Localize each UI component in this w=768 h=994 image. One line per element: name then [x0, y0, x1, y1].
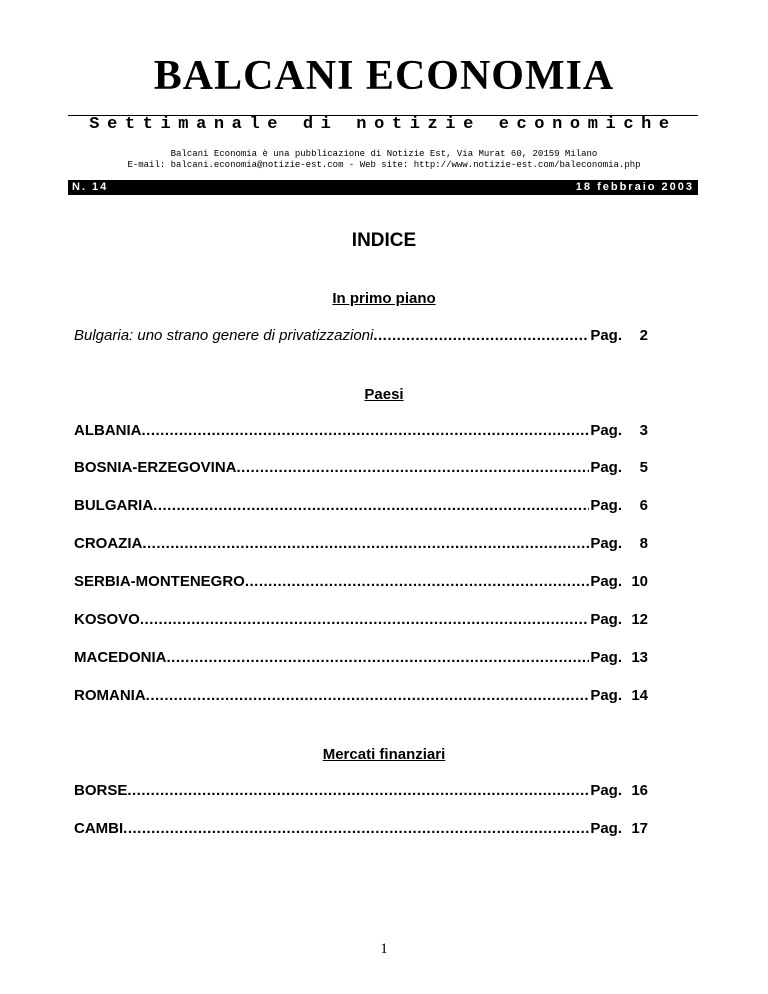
toc-entry-label: KOSOVO: [74, 611, 140, 628]
pag-label: Pag.: [590, 611, 622, 628]
section-heading-mercati-finanziari: Mercati finanziari: [322, 746, 446, 763]
leader-dots: [373, 326, 589, 346]
pag-label: Pag.: [590, 459, 622, 476]
toc-entry[interactable]: [74, 572, 648, 592]
pag-label: Pag.: [590, 649, 622, 666]
toc-entry[interactable]: [74, 686, 648, 706]
leader-dots: [140, 610, 589, 630]
leader-dots: [245, 572, 589, 592]
toc-entry[interactable]: [74, 421, 648, 441]
toc-entry-label: ROMANIA: [74, 687, 146, 704]
leader-dots: [167, 648, 590, 668]
index-title: INDICE: [351, 230, 417, 251]
toc-entry-page: 5: [639, 459, 648, 476]
leader-dots: [123, 819, 589, 839]
toc-entry-page: 13: [631, 649, 648, 666]
pag-label: Pag.: [590, 535, 622, 552]
issue-number: N. 14: [72, 181, 109, 193]
toc-entry-label: Bulgaria: uno strano genere di privatizzazioni: [74, 327, 374, 344]
leader-dots: [153, 496, 589, 516]
section-heading-primo-piano: In primo piano: [332, 290, 436, 307]
pag-label: Pag.: [590, 497, 622, 514]
toc-entry-page: 12: [631, 611, 648, 628]
toc-entry[interactable]: [74, 326, 648, 346]
toc-entry-page: 8: [639, 535, 648, 552]
toc-entry[interactable]: [74, 610, 648, 630]
toc-entry-label: BOSNIA-ERZEGOVINA: [74, 459, 237, 476]
masthead-subtitle: Settimanale di notizie economiche: [89, 115, 677, 134]
issue-bar: [68, 180, 698, 195]
pag-label: Pag.: [590, 782, 622, 799]
toc-entry-label: MACEDONIA: [74, 649, 167, 666]
pag-label: Pag.: [590, 820, 622, 837]
toc-entry[interactable]: [74, 458, 648, 478]
publisher-info: Balcani Economia è una pubblicazione di Notizie Est, Via Murat 60, 20159 Milano: [170, 149, 598, 159]
pag-label: Pag.: [590, 687, 622, 704]
leader-dots: [146, 686, 590, 706]
toc-entry-page: 17: [631, 820, 648, 837]
pag-label: Pag.: [590, 327, 622, 344]
toc-entry-page: 6: [639, 497, 648, 514]
leader-dots: [142, 534, 589, 554]
toc-entry[interactable]: [74, 781, 648, 801]
toc-entry[interactable]: [74, 819, 648, 839]
toc-entry-label: ALBANIA: [74, 422, 142, 439]
toc-entry-page: 14: [631, 687, 648, 704]
toc-entry-page: 3: [639, 422, 648, 439]
leader-dots: [127, 781, 589, 801]
masthead-title: BALCANI ECONOMIA: [153, 53, 615, 99]
section-heading-paesi: Paesi: [364, 386, 404, 403]
toc-entry-label: BULGARIA: [74, 497, 154, 514]
toc-entry[interactable]: [74, 534, 648, 554]
leader-dots: [237, 458, 590, 478]
pag-label: Pag.: [590, 573, 622, 590]
toc-entry-page: 16: [631, 782, 648, 799]
toc-entry-label: SERBIA-MONTENEGRO: [74, 573, 245, 590]
toc-entry[interactable]: [74, 496, 648, 516]
toc-entry-label: CAMBI: [74, 820, 124, 837]
pag-label: Pag.: [590, 422, 622, 439]
toc-entry-label: CROAZIA: [74, 535, 143, 552]
toc-entry-label: BORSE: [74, 782, 128, 799]
issue-date: 18 febbraio 2003: [575, 181, 694, 193]
toc-entry[interactable]: [74, 648, 648, 668]
contact-info: E-mail: balcani.economia@notizie-est.com - Web site: http://www.notizie-est.com/baleconomia.php: [127, 160, 641, 170]
leader-dots: [142, 421, 590, 441]
toc-entry-page: 10: [631, 573, 648, 590]
toc-entry-page: 2: [639, 327, 648, 344]
page-number: 1: [380, 941, 388, 957]
